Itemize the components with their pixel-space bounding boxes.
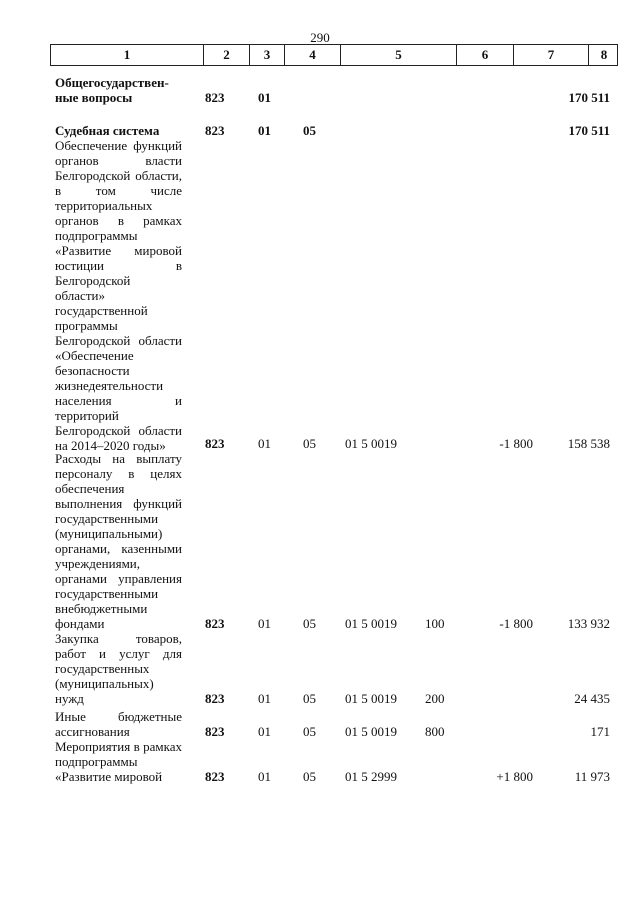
row-cell-5: 01 5 0019 — [345, 724, 397, 739]
header-col-3: 3 — [249, 45, 284, 65]
row-description: Закупка товаров, работ и услуг для государственных (муниципальных) нужд — [55, 631, 182, 706]
row-cell-7: +1 800 — [496, 769, 533, 784]
row-cell-8: 170 511 — [568, 123, 610, 138]
row-description: Общегосударствен-ные вопросы — [55, 75, 169, 105]
row-cell-6: 100 — [425, 616, 445, 631]
row-cell-8: 24 435 — [574, 691, 610, 706]
row-cell-2: 823 — [205, 616, 225, 631]
row-cell-6: 800 — [425, 724, 445, 739]
row-cell-4: 05 — [303, 616, 316, 631]
row-cell-5: 01 5 0019 — [345, 691, 397, 706]
row-cell-4: 05 — [303, 691, 316, 706]
row-cell-5: 01 5 0019 — [345, 436, 397, 451]
row-cell-2: 823 — [205, 769, 225, 784]
header-col-2: 2 — [203, 45, 249, 65]
header-col-6: 6 — [456, 45, 513, 65]
row-cell-8: 11 973 — [574, 769, 610, 784]
row-cell-3: 01 — [258, 123, 271, 138]
row-description: Иные бюджетные ассигнования — [55, 709, 182, 739]
row-cell-4: 05 — [303, 724, 316, 739]
row-cell-2: 823 — [205, 724, 225, 739]
row-cell-5: 01 5 2999 — [345, 769, 397, 784]
header-col-1: 1 — [123, 47, 131, 62]
row-cell-4: 05 — [303, 436, 316, 451]
header-col-4: 4 — [284, 45, 340, 65]
page-number: 290 — [310, 30, 330, 45]
row-cell-8: 158 538 — [567, 436, 610, 451]
row-cell-7: -1 800 — [499, 616, 533, 631]
row-cell-3: 01 — [258, 616, 271, 631]
row-cell-3: 01 — [258, 436, 271, 451]
header-col-8: 8 — [588, 45, 619, 65]
row-cell-8: 170 511 — [568, 90, 610, 105]
row-cell-2: 823 — [205, 123, 225, 138]
row-cell-5: 01 5 0019 — [345, 616, 397, 631]
row-cell-3: 01 — [258, 769, 271, 784]
row-cell-7: -1 800 — [499, 436, 533, 451]
header-col-7: 7 — [513, 45, 588, 65]
row-cell-2: 823 — [205, 691, 225, 706]
row-description: Судебная система — [55, 123, 160, 138]
row-cell-2: 823 — [205, 90, 225, 105]
row-cell-4: 05 — [303, 769, 316, 784]
header-col-5: 5 — [340, 45, 456, 65]
row-cell-4: 05 — [303, 123, 316, 138]
row-cell-8: 133 932 — [567, 616, 610, 631]
row-description: Мероприятия в рамках подпрограммы «Развитие мировой — [55, 739, 182, 784]
row-description: Обеспечение функций органов власти Белгородской области, в том числе территориальных органов в рамках подпрограммы «Развитие мировой юстиции в Белгородской области» государственной программы Белгородской области «Обеспечение безопасности жизнедеятельности населения и территорий Белгородской области на 2014–2020 годы» — [55, 138, 182, 453]
row-cell-3: 01 — [258, 90, 271, 105]
row-cell-8: 171 — [590, 724, 610, 739]
row-description: Расходы на выплату персоналу в целях обеспечения выполнения функций государственными (муниципальными) органами, казенными учреждениями, органами управления государственными внебюджетными фондами — [55, 451, 182, 631]
row-cell-2: 823 — [205, 436, 225, 451]
row-cell-6: 200 — [425, 691, 445, 706]
row-cell-3: 01 — [258, 724, 271, 739]
table-header — [50, 44, 618, 66]
row-cell-3: 01 — [258, 691, 271, 706]
